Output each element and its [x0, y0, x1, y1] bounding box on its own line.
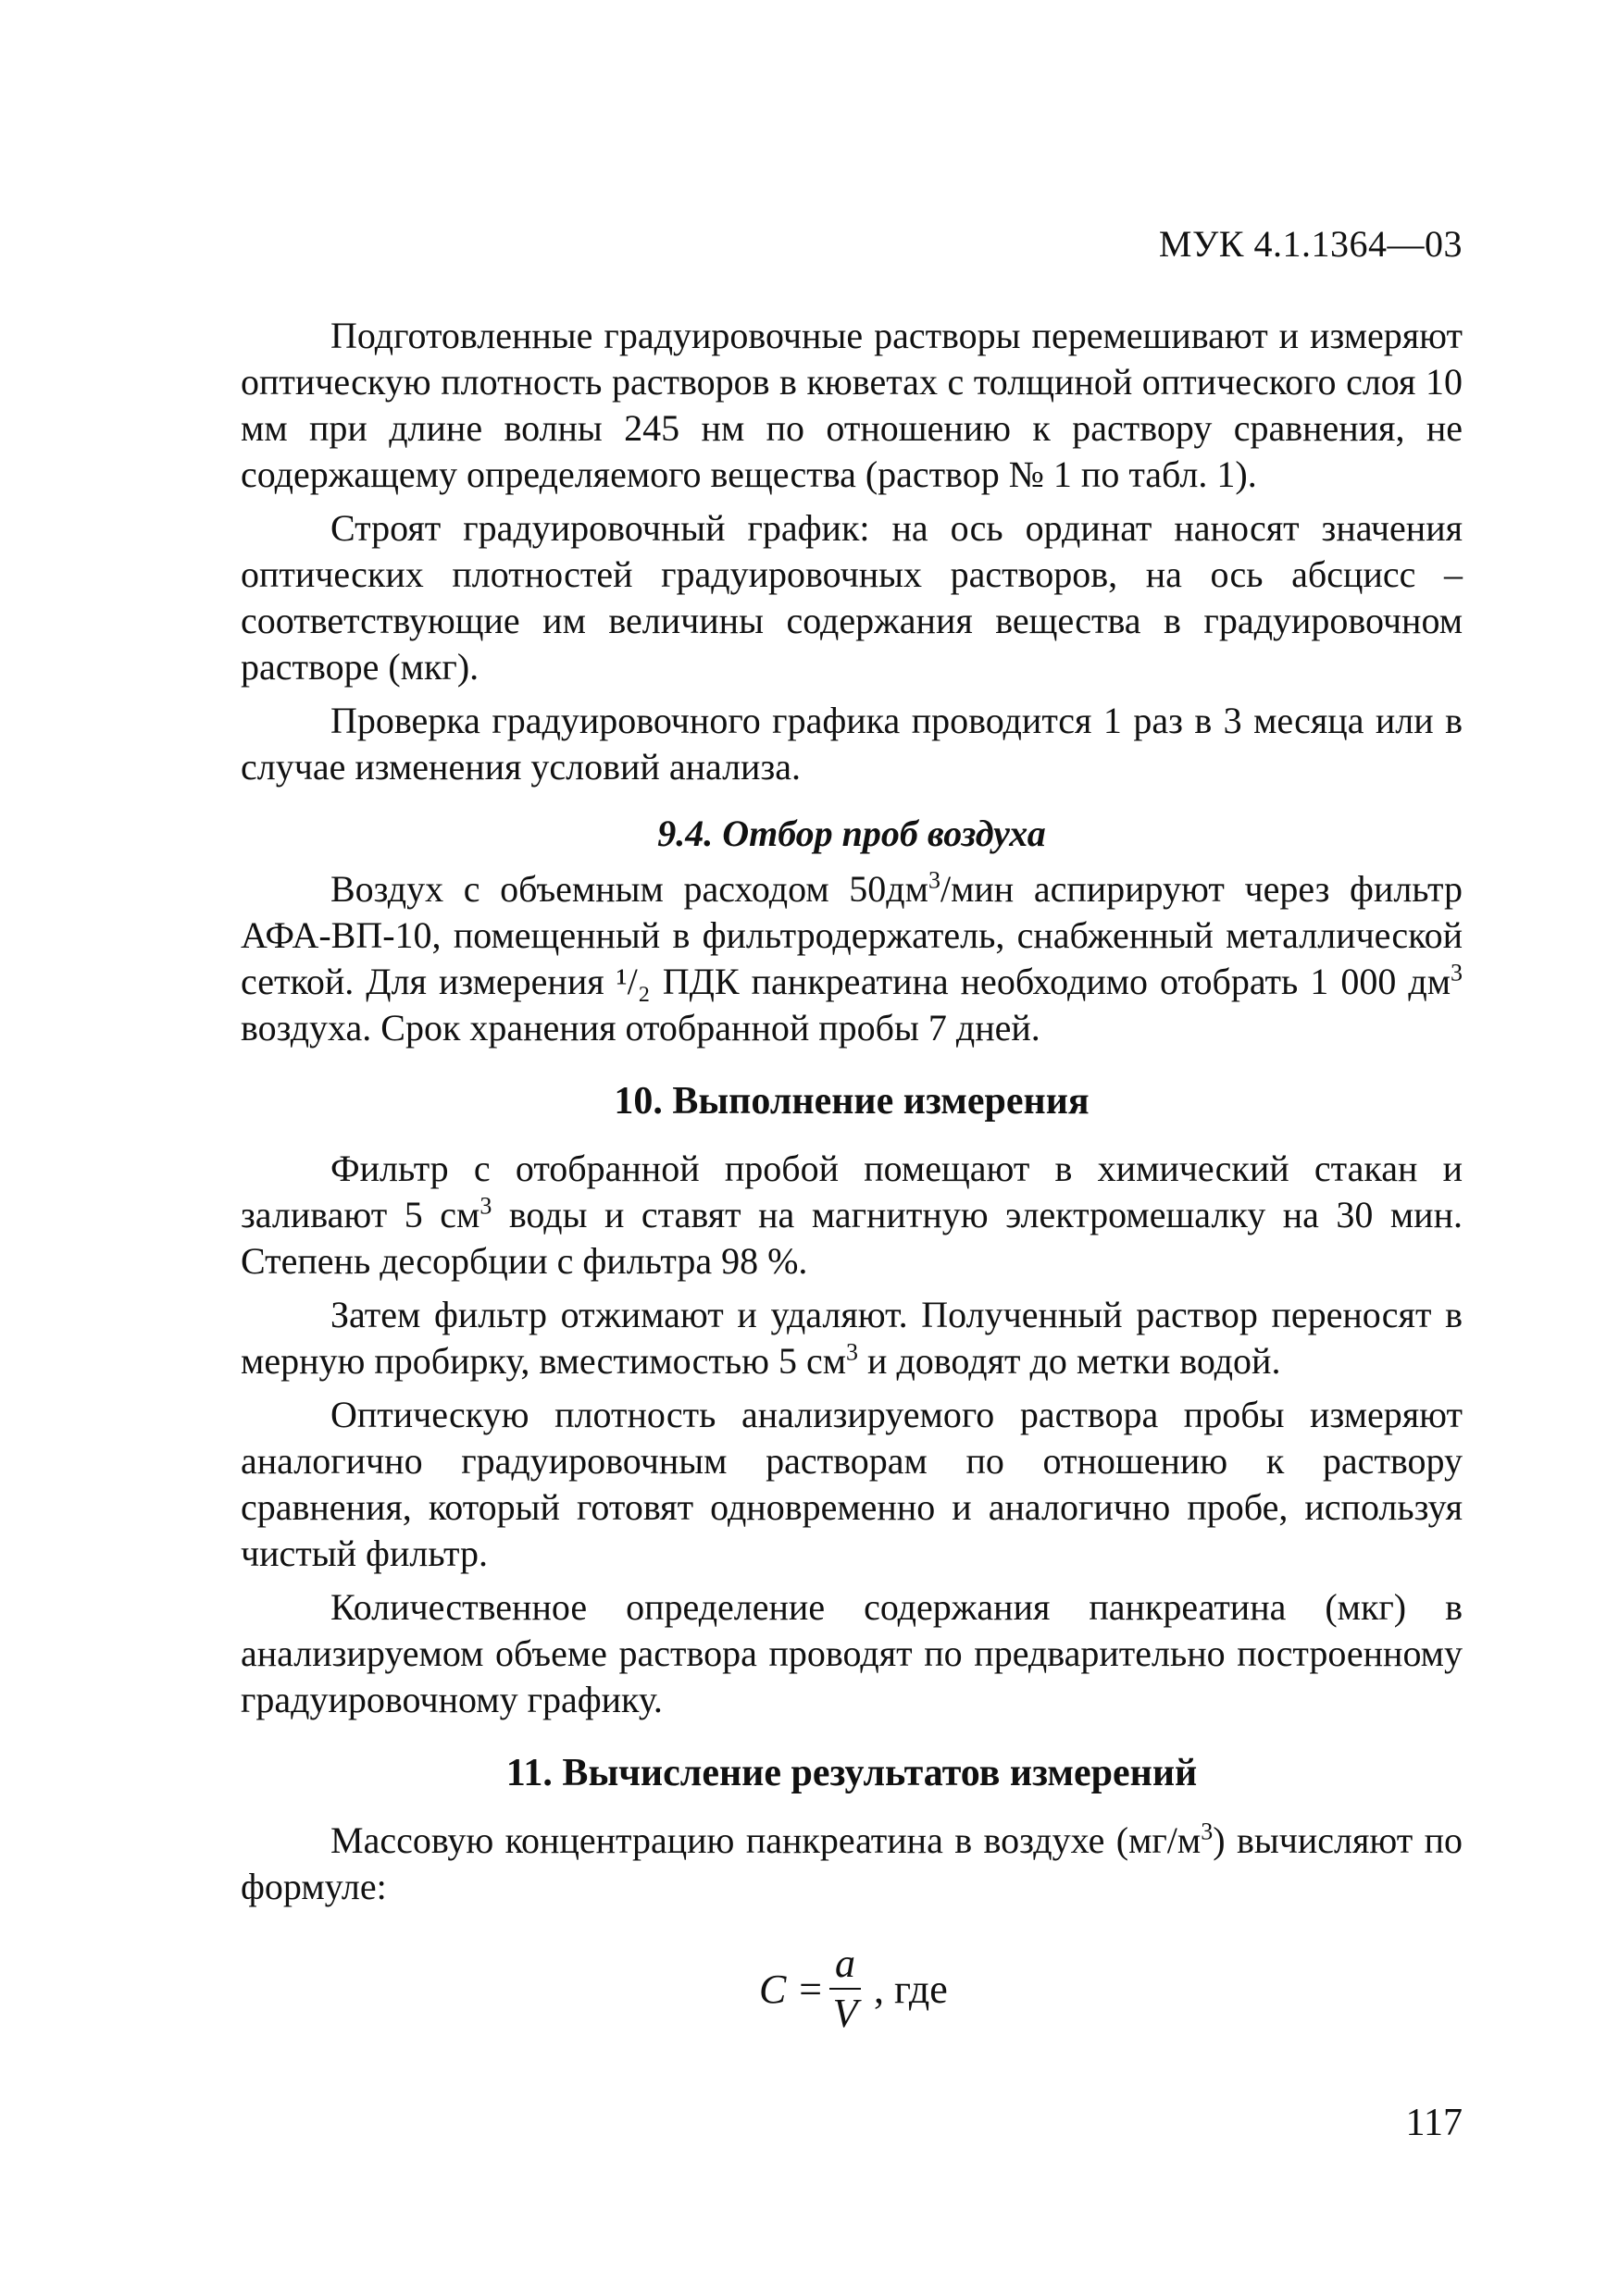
- formula: [759, 1940, 948, 2038]
- fraction-half: ¹/₂: [616, 961, 651, 1002]
- section-title-measurement: 10. Выполнение измерения: [614, 1080, 1090, 1123]
- page-number: 117: [1405, 2102, 1463, 2144]
- paragraph-mass-concentration: Массовую концентрацию панкреатина в воздухе $(мг/м^3)$ вычисляют по формуле:: [241, 1818, 1463, 1907]
- document-page: [241, 222, 1463, 2230]
- paragraph-graph-check: Проверка градуировочного графика проводится 1 раз в 3 месяца или в случае изменения условий анализа.: [241, 700, 1463, 788]
- paragraph-quantitative: Количественное определение содержания панкреатина (мкг) в анализируемом объеме раствора проводят по предварительно построенному градуировочному графику.: [241, 1586, 1463, 1720]
- paragraph-optical-density: Оптическую плотность анализируемого раствора пробы измеряют аналогично градуировочным растворам по отношению к раствору сравнения, который готовят одновременно и аналогично пробе, используя чистый фильтр.: [241, 1394, 1463, 1574]
- page-content: [241, 313, 1463, 2079]
- section-title-calculation: 11. Вычисление результатов измерений: [505, 1752, 1198, 1794]
- formula-lhs: C =: [759, 1966, 825, 2012]
- formula-block: [241, 1930, 1463, 2079]
- paragraph-air-sampling: Воздух с объемным расходом $50дм^3$/мин аспирируют через фильтр АФА-ВП-10, помещенный в фильтродержатель, снабженный металлической сеткой. Для измерения ¹/₂ ПДК панкреатина необходимо отобрать 1 000 $дм^3$ воздуха. Срок хранения отобранной пробы 7 дней.: [241, 866, 1463, 1049]
- formula-fraction: [829, 1940, 861, 2038]
- subsection-title-air-sampling: 9.4. Отбор проб воздуха: [657, 813, 1046, 854]
- formula-numerator: a: [829, 1940, 861, 1990]
- paragraph-preparation: Подготовленные градуировочные растворы перемешивают и измеряют оптическую плотность растворов в кюветах с толщиной оптического слоя 10 мм при длине волны 245 нм по отношению к раствору сравнения, не содержащему определяемого вещества (раствор № 1 по табл. 1).: [241, 315, 1463, 495]
- paragraph-filter-procedure: Фильтр с отобранной пробой помещают в химический стакан и заливают 5 $см^3$ воды и ставят на магнитную электромешалку на 30 мин. Степень десорбции с фильтра 98 %.: [241, 1148, 1463, 1282]
- paragraph-transfer-solution: Затем фильтр отжимают и удаляют. Полученный раствор переносят в мерную пробирку, вместимостью 5 $см^3$ и доводят до метки водой.: [241, 1294, 1463, 1382]
- formula-denominator: V: [832, 1991, 858, 2036]
- document-code-header: МУК 4.1.1364—03: [1158, 223, 1463, 265]
- paragraph-calibration-graph: Строят градуировочный график: на ось ординат наносят значения оптических плотностей градуировочных растворов, на ось абсцисс – соответствующие им величины содержания вещества в градуировочном растворе (мкг).: [241, 507, 1463, 688]
- formula-suffix: , где: [874, 1966, 948, 2012]
